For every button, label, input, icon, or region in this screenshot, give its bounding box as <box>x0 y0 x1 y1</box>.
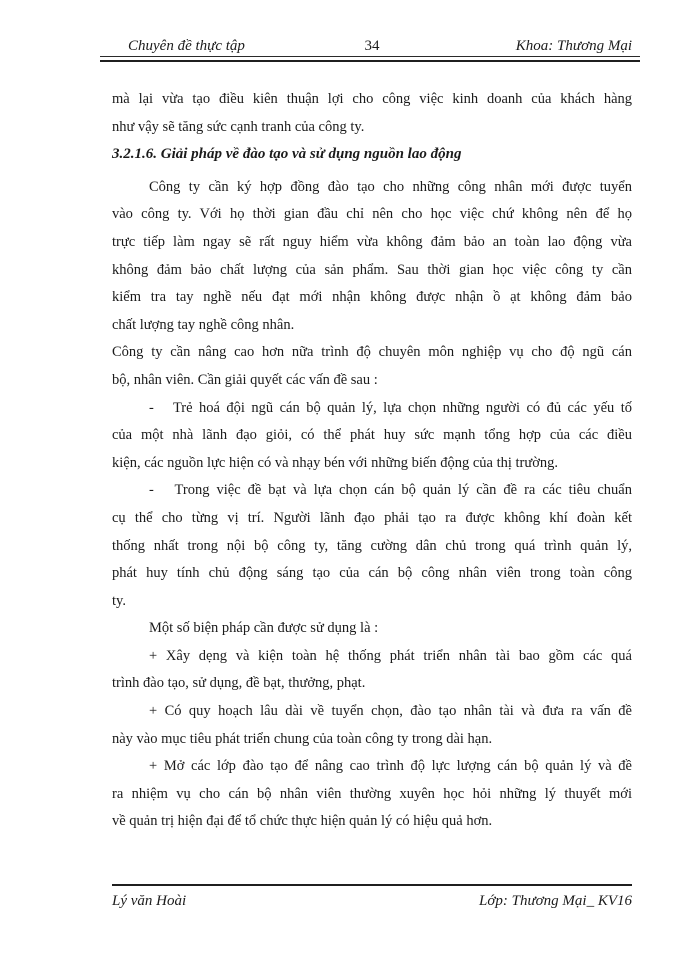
text-line: chất lượng tay nghề công nhân. <box>112 316 295 333</box>
text-line: Một số biện pháp cần được sử dụng là : <box>149 620 379 637</box>
text-line: kiện, các nguồn lực hiện có và nhạy bén với những biến động của thị trường. <box>112 454 559 471</box>
footer-class: Lớp: Thương Mại_ KV16 <box>479 893 632 909</box>
bullet-line: - Trong việc đề bạt và lựa chọn cán bộ quản lý cần đề ra các tiêu chuẩn <box>149 482 632 499</box>
text-line: kiểm tra tay nghề nếu đạt mới nhận không được nhận ồ ạt không đảm bảo <box>112 289 632 306</box>
text-line: không đảm bảo chất lượng của sản phẩm. Sau thời gian học việc công ty cần <box>112 261 632 278</box>
header-page-number: 34 <box>364 38 380 54</box>
text-line: ty. <box>112 592 126 609</box>
text-line: phát huy tính chủ động sáng tạo của cán bộ công nhân viên trong toàn công <box>112 565 632 582</box>
bullet-line: - Trẻ hoá đội ngũ cán bộ quản lý, lựa chọn những người có đủ các yếu tố <box>149 399 632 416</box>
text-line: trực tiếp làm ngay sẽ rất nguy hiểm vừa không đảm bảo an toàn lao động vừa <box>112 233 632 250</box>
bullet-line: + Xây dẹng và kiện toàn hệ thống phát triển nhân tài bao gồm các quá <box>149 647 632 664</box>
text-line: cụ thể cho từng vị trí. Người lãnh đạo phải tạo ra được không khí đoàn kết <box>112 509 632 526</box>
text-line: Công ty cần nâng cao hơn nữa trình độ chuyên môn nghiệp vụ cho độ ngũ cán <box>112 344 632 361</box>
text-line: mà lại vừa tạo điều kiên thuận lợi cho công việc kinh doanh của khách hàng <box>112 91 632 107</box>
header-faculty: Khoa: Thương Mại <box>515 38 632 54</box>
bullet-line: + Có quy hoạch lâu dài về tuyển chọn, đào tạo nhân tài và đưa ra vấn đề <box>149 703 632 720</box>
text-line: bộ, nhân viên. Cần giải quyết các vấn đề sau : <box>112 371 378 388</box>
body-text <box>112 86 632 836</box>
text-line: về quản trị hiện đại để tổ chức thực hiện quản lý có hiệu quả hơn. <box>112 813 493 830</box>
footer-author: Lý văn Hoài <box>112 893 187 909</box>
bullet-line: + Mở các lớp đào tạo để nâng cao trình độ lực lượng cán bộ quản lý và đề <box>149 758 632 775</box>
page-header <box>112 38 632 58</box>
text-line: như vậy sẽ tăng sức cạnh tranh của công ty. <box>112 118 365 135</box>
text-line: này vào mục tiêu phát triển chung của toàn công ty trong dài hạn. <box>112 730 493 747</box>
text-line: thống nhất trong nội bộ công ty, tăng cường dân chủ trong quá trình quản lý, <box>112 537 632 554</box>
footer-rule <box>112 884 632 886</box>
text-line: ra nhiệm vụ cho cán bộ nhân viên thường xuyên học hỏi những lý thuyết mới <box>112 785 632 802</box>
page-footer <box>112 893 632 913</box>
section-heading: 3.2.1.6. Giải pháp về đào tạo và sử dụng nguồn lao động <box>112 146 462 163</box>
header-rule <box>100 56 640 62</box>
text-line: của một nhà lãnh đạo giỏi, có thể phát huy sức mạnh tổng hợp của các điều <box>112 427 632 444</box>
header-course-title: Chuyên đề thực tập <box>128 38 245 54</box>
text-line: trình đào tạo, sử dụng, đề bạt, thưởng, phạt. <box>112 675 366 692</box>
text-line: vào công ty. Với họ thời gian đầu chỉ nên cho học việc chứ không nên để họ <box>112 206 632 223</box>
text-line: Công ty cần ký hợp đồng đào tạo cho những công nhân mới được tuyển <box>149 178 632 195</box>
